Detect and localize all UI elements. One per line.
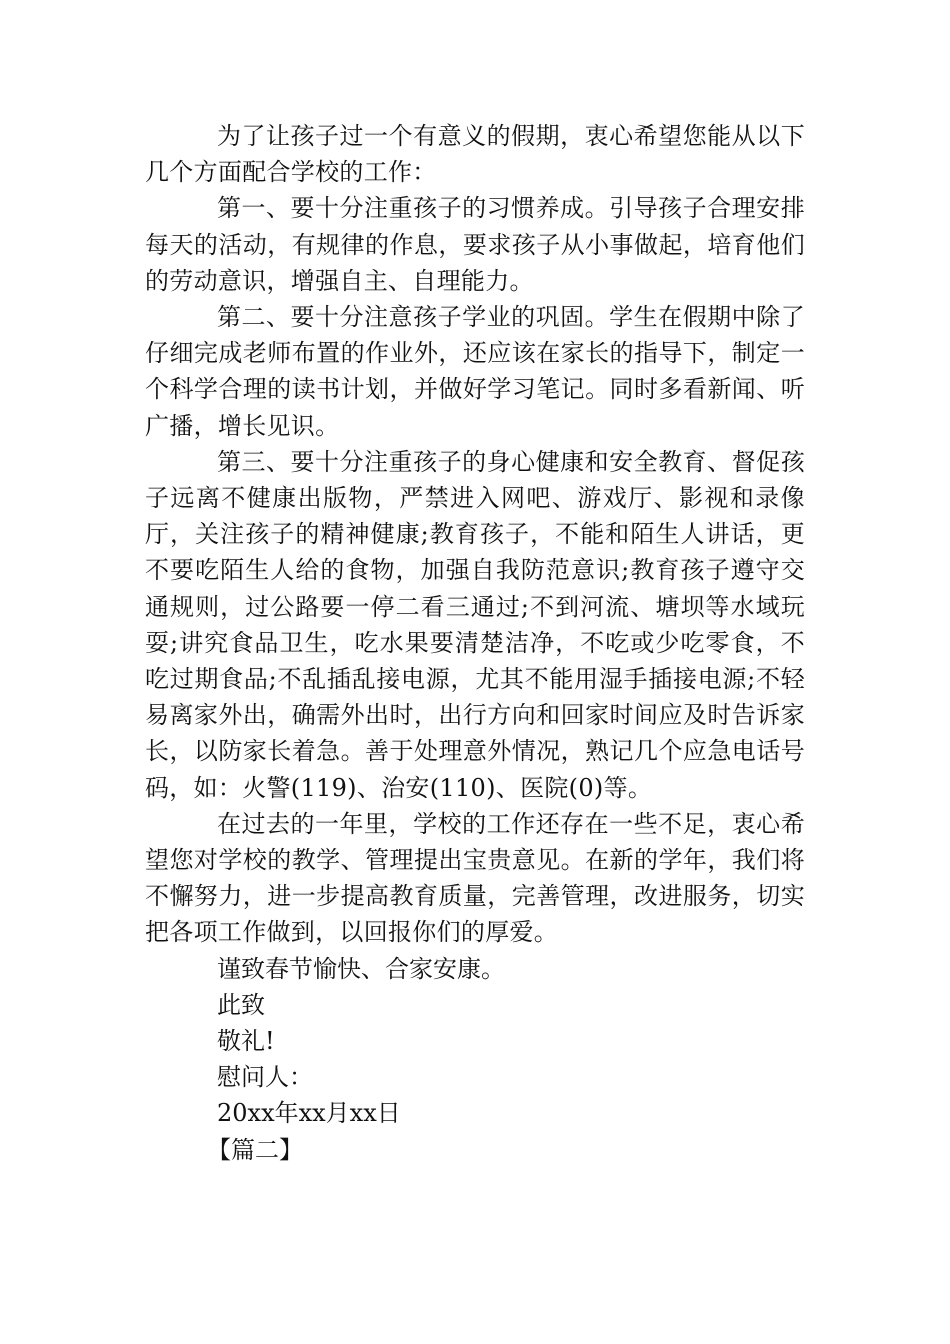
salutation-line-1: 此致 [217,990,265,1019]
salutation-line-2: 敬礼! [217,1027,275,1056]
point-one-paragraph: 第一、要十分注重孩子的习惯养成。引导孩子合理安排每天的活动，有规律的作息，要求孩子从小事做起，培育他们的劳动意识，增强自主、自理能力。 [145,194,805,295]
holiday-wish: 谨致春节愉快、合家安康。 [217,954,505,983]
letter-page [145,118,805,1168]
section-heading: 【篇二】 [207,1135,303,1164]
point-two-paragraph: 第二、要十分注意孩子学业的巩固。学生在假期中除了仔细完成老师布置的作业外，还应该在家长的指导下，制定一个科学合理的读书计划，并做好学习笔记。同时多看新闻、听广播，增长见识。 [145,303,805,440]
intro-paragraph: 为了让孩子过一个有意义的假期，衷心希望您能从以下几个方面配合学校的工作： [145,122,805,187]
date-line: 20xx年xx月xx日 [217,1099,401,1128]
reflection-paragraph: 在过去的一年里，学校的工作还存在一些不足，衷心希望您对学校的教学、管理提出宝贵意见。在新的学年，我们将不懈努力，进一步提高教育质量，完善管理，改进服务，切实把各项工作做到，以回报你们的厚爱。 [145,809,805,947]
signer-line: 慰问人： [217,1063,313,1092]
point-three-paragraph: 第三、要十分注重孩子的身心健康和安全教育、督促孩子远离不健康出版物，严禁进入网吧、游戏厅、影视和录像厅，关注孩子的精神健康;教育孩子，不能和陌生人讲话，更不要吃陌生人给的食物，加强自我防范意识;教育孩子遵守交通规则，过公路要一停二看三通过;不到河流、塘坝等水域玩耍;讲究食品卫生，吃水果要清楚洁净，不吃或少吃零食，不吃过期食品;不乱插乱接电源，尤其不能用湿手插接电源;不轻易离家外出，确需外出时，出行方向和回家时间应及时告诉家长，以防家长着急。善于处理意外情况，熟记几个应急电话号码，如：火警(119)、治安(110)、医院(0)等。 [145,447,805,802]
